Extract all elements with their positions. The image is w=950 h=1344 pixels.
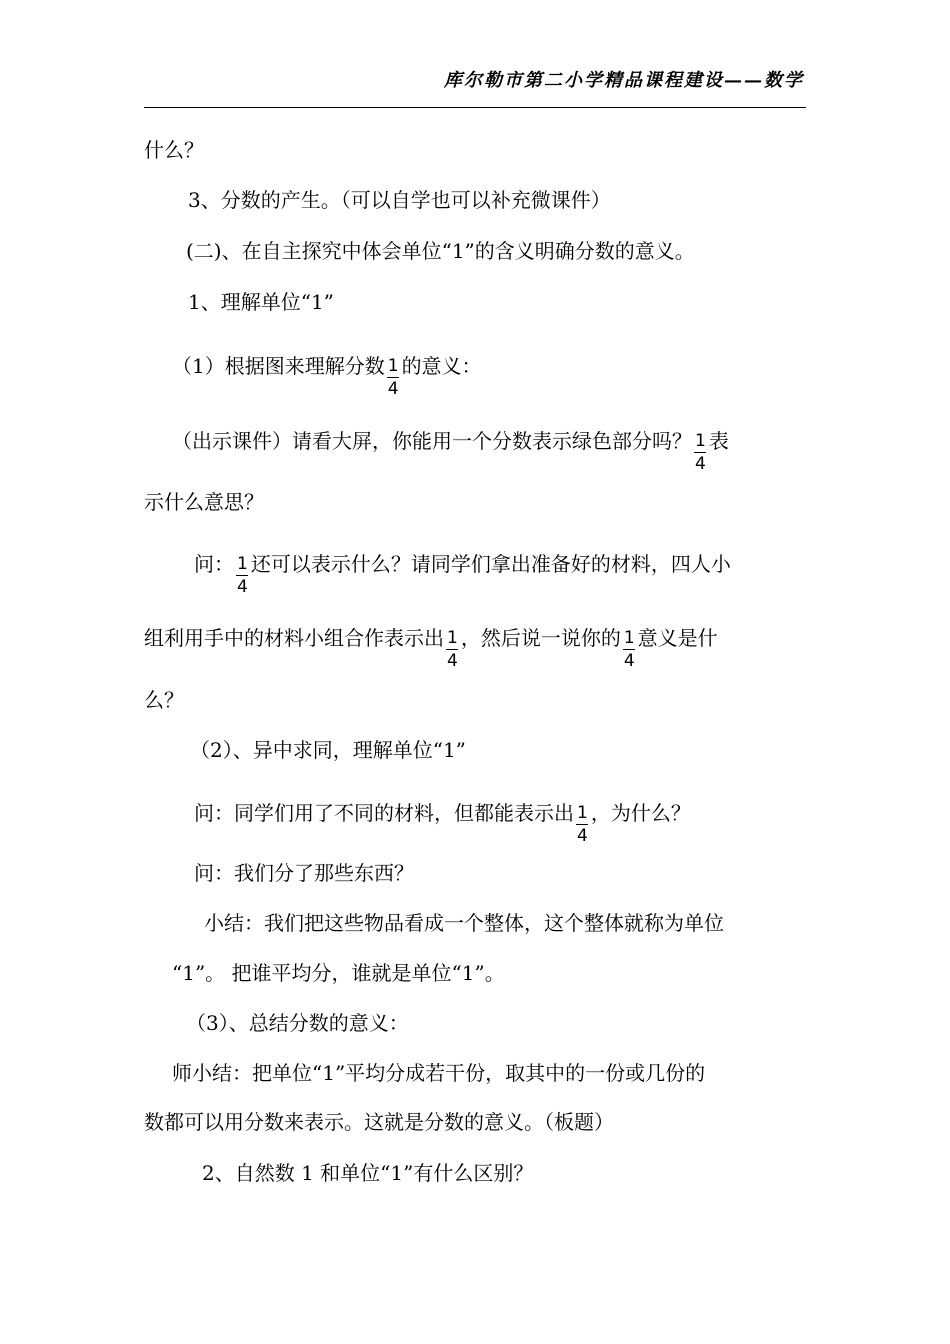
text-line: (二)、在自主探究中体会单位“1”的含义明确分数的意义。	[186, 239, 695, 263]
fraction-one-quarter	[446, 629, 459, 670]
fraction-numerator: 1	[237, 554, 248, 574]
text-line: 么？	[144, 688, 184, 712]
text-line	[172, 353, 482, 398]
text-segment: 组利用手中的材料小组合作表示出	[144, 626, 444, 650]
text-line: 师小结：把单位“1”平均分成若干份，取其中的一份或几份的	[172, 1061, 706, 1085]
text-line: “1”。 把谁平均分，谁就是单位“1”。	[172, 961, 505, 985]
fraction-bar	[446, 649, 458, 650]
text-line: 示什么意思？	[144, 490, 264, 514]
text-line	[144, 625, 718, 670]
fraction-one-quarter	[623, 629, 636, 670]
text-line: 问：我们分了那些东西？	[194, 861, 414, 885]
fraction-denominator: 4	[387, 379, 399, 399]
fraction-numerator: 1	[623, 628, 635, 648]
fraction-bar	[576, 824, 588, 825]
text-segment: 问：	[194, 552, 234, 576]
fraction-bar	[623, 649, 635, 650]
fraction-one-quarter	[576, 804, 589, 845]
text-segment: 表	[708, 429, 729, 453]
text-line	[194, 551, 731, 596]
text-segment: （1）根据图来理解分数	[172, 354, 385, 378]
fraction-numerator: 1	[577, 803, 588, 823]
text-segment: 问：同学们用了不同的材料，但都能表示出	[194, 801, 574, 825]
fraction-bar	[387, 377, 399, 378]
text-segment: （出示课件）请看大屏，你能用一个分数表示绿色部分吗？	[172, 429, 692, 453]
fraction-denominator: 4	[623, 651, 635, 671]
text-line: 2、自然数 1 和单位“1”有什么区别？	[202, 1161, 534, 1185]
text-line: 什么？	[144, 138, 204, 162]
text-segment: 还可以表示什么？请同学们拿出准备好的材料，四人小	[250, 552, 731, 576]
text-line	[194, 800, 691, 845]
fraction-denominator: 4	[695, 454, 706, 474]
text-line: 数都可以用分数来表示。这就是分数的意义。（板题）	[144, 1110, 614, 1134]
text-line: （2）、异中求同，理解单位“1”	[190, 738, 466, 762]
header-title: 库尔勒市第二小学精品课程建设——数学	[444, 70, 804, 91]
fraction-numerator: 1	[387, 356, 399, 376]
fraction-bar	[694, 452, 706, 453]
fraction-one-quarter	[694, 432, 707, 473]
text-segment: ，然后说一说你的	[460, 626, 621, 650]
text-segment: 的意义：	[401, 354, 482, 378]
fraction-numerator: 1	[695, 431, 706, 451]
text-line: 小结：我们把这些物品看成一个整体，这个整体就称为单位	[204, 911, 724, 935]
fraction-one-quarter	[236, 555, 249, 596]
text-line: 3、分数的产生。（可以自学也可以补充微课件）	[188, 188, 611, 212]
fraction-denominator: 4	[577, 826, 588, 846]
fraction-one-quarter	[387, 357, 400, 398]
fraction-denominator: 4	[237, 577, 248, 597]
fraction-numerator: 1	[447, 628, 458, 648]
header-rule	[144, 107, 806, 108]
text-line: （3）、总结分数的意义：	[186, 1011, 409, 1035]
text-segment: ，为什么？	[590, 801, 691, 825]
fraction-denominator: 4	[447, 651, 458, 671]
text-line: 1、理解单位“1”	[188, 290, 334, 314]
fraction-bar	[236, 575, 248, 576]
text-line	[172, 428, 729, 473]
text-segment: 意义是什	[637, 626, 718, 650]
